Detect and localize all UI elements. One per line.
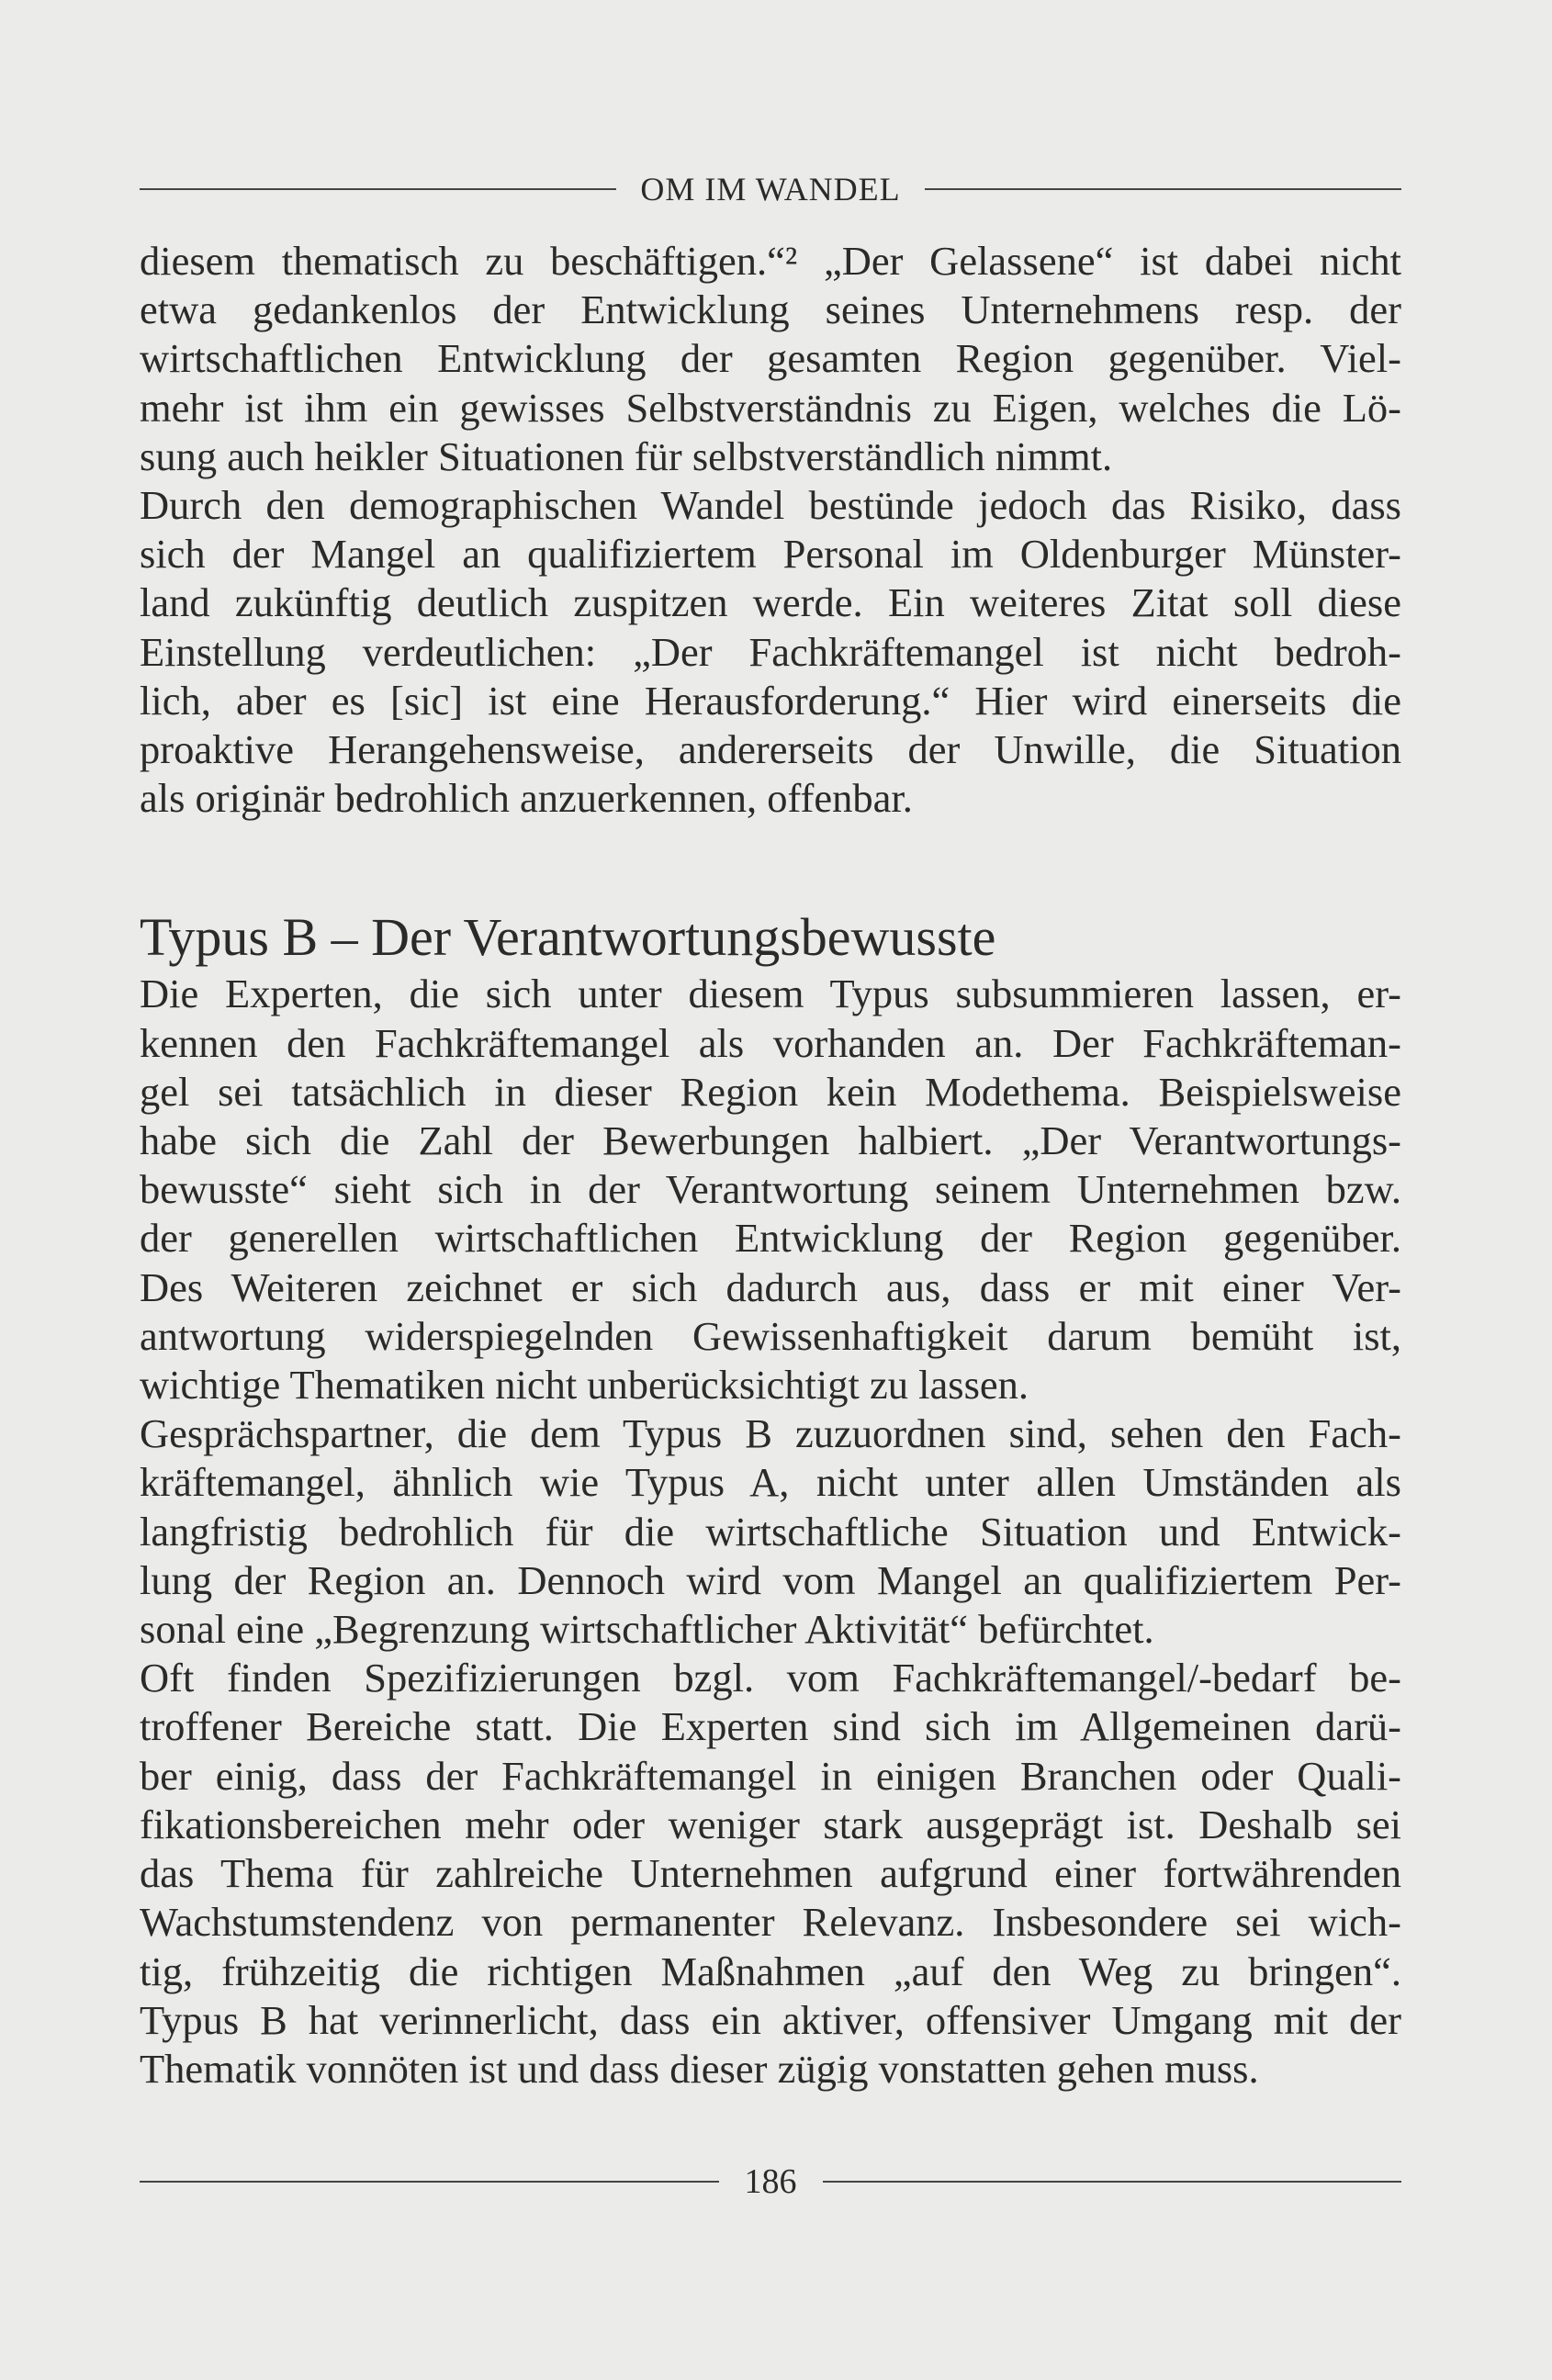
text-line: Thematik vonnöten ist und dass dieser zügig vonstatten gehen muss. [140,2045,1259,2092]
page-body [140,237,1401,2094]
text-line: Die Experten, die sich unter diesem Typus subsummieren lassen, er- [140,971,1401,1017]
text-line: lung der Region an. Dennoch wird vom Mangel an qualifiziertem Per- [140,1556,1401,1603]
text-line: lich, aber es [sic] ist eine Herausforderung.“ Hier wird einerseits die [140,677,1401,724]
running-head [140,163,1401,215]
text-line: wichtige Thematiken nicht unberücksichtigt zu lassen. [140,1362,1029,1409]
text-line: sich der Mangel an qualifiziertem Personal im Oldenburger Münster- [140,531,1401,578]
text-line: mehr ist ihm ein gewisses Selbstverständnis zu Eigen, welches die Lö- [140,384,1401,431]
text-line: Durch den demographischen Wandel bestünde jedoch das Risiko, dass [140,482,1401,529]
text-line: troffener Bereiche statt. Die Experten sind sich im Allgemeinen darü- [140,1703,1401,1750]
text-line: Typus B hat verinnerlicht, dass ein aktiver, offensiver Umgang mit der [140,1996,1401,2043]
running-head-rule-right [925,188,1401,190]
text-line: sonal eine „Begrenzung wirtschaftlicher Aktivität“ befürchtet. [140,1606,1154,1653]
text-line: Einstellung verdeutlichen: „Der Fachkräftemangel ist nicht bedroh- [140,628,1401,675]
section-spacer [140,823,1401,905]
text-line: der generellen wirtschaftlichen Entwicklung der Region gegenüber. [140,1215,1401,1262]
text-line: Des Weiteren zeichnet er sich dadurch aus, dass er mit einer Ver- [140,1263,1401,1310]
text-line: wirtschaftlichen Entwicklung der gesamten Region gegenüber. Viel- [140,335,1401,382]
paragraph [140,1654,1401,2094]
text-line: gel sei tatsächlich in dieser Region kein Modethema. Beispielsweise [140,1068,1401,1115]
paragraph [140,481,1401,823]
paragraph [140,970,1401,1409]
text-line: proaktive Herangehensweise, andererseits der Unwille, die Situation [140,726,1401,773]
text-line: als originär bedrohlich anzuerkennen, offenbar. [140,775,913,822]
text-line: tig, frühzeitig die richtigen Maßnahmen „auf den Weg zu bringen“. [140,1948,1401,1994]
paragraph [140,237,1401,481]
page-number: 186 [744,2162,797,2201]
text-line: kennen den Fachkräftemangel als vorhanden an. Der Fachkräfteman- [140,1019,1401,1066]
paragraph [140,1409,1401,1654]
text-line: bewusste“ sieht sich in der Verantwortung seinem Unternehmen bzw. [140,1166,1401,1213]
text-line: ber einig, dass der Fachkräftemangel in einigen Branchen oder Quali- [140,1752,1401,1799]
running-head-rule-left [140,188,616,190]
text-line: sung auch heikler Situationen für selbstverständlich nimmt. [140,432,1113,479]
text-line: langfristig bedrohlich für die wirtschaftliche Situation und Entwick- [140,1508,1401,1555]
text-line: fikationsbereichen mehr oder weniger stark ausgeprägt ist. Deshalb sei [140,1801,1401,1847]
text-line: habe sich die Zahl der Bewerbungen halbiert. „Der Verantwortungs- [140,1117,1401,1164]
running-head-title: OM IM WANDEL [640,171,901,208]
text-line: diesem thematisch zu beschäftigen.“² „Der Gelassene“ ist dabei nicht [140,238,1401,284]
text-line: das Thema für zahlreiche Unternehmen aufgrund einer fortwährenden [140,1850,1401,1897]
text-line: etwa gedankenlos der Entwicklung seines Unternehmens resp. der [140,286,1401,333]
text-line: Gesprächspartner, die dem Typus B zuzuordnen sind, sehen den Fach- [140,1410,1401,1457]
page-footer [140,2156,1401,2207]
text-line: kräftemangel, ähnlich wie Typus A, nicht unter allen Umständen als [140,1459,1401,1506]
text-line: Wachstumstendenz von permanenter Relevanz. Insbesondere sei wich- [140,1899,1401,1946]
footer-rule-left [140,2181,719,2183]
footer-rule-right [823,2181,1402,2183]
text-line: antwortung widerspiegelnden Gewissenhaftigkeit darum bemüht ist, [140,1312,1401,1359]
text-line: land zukünftig deutlich zuspitzen werde. Ein weiteres Zitat soll diese [140,579,1401,626]
section-heading: Typus B – Der Verantwortungsbewusste [140,907,996,968]
text-line: Oft finden Spezifizierungen bzgl. vom Fachkräftemangel/-bedarf be- [140,1655,1401,1701]
